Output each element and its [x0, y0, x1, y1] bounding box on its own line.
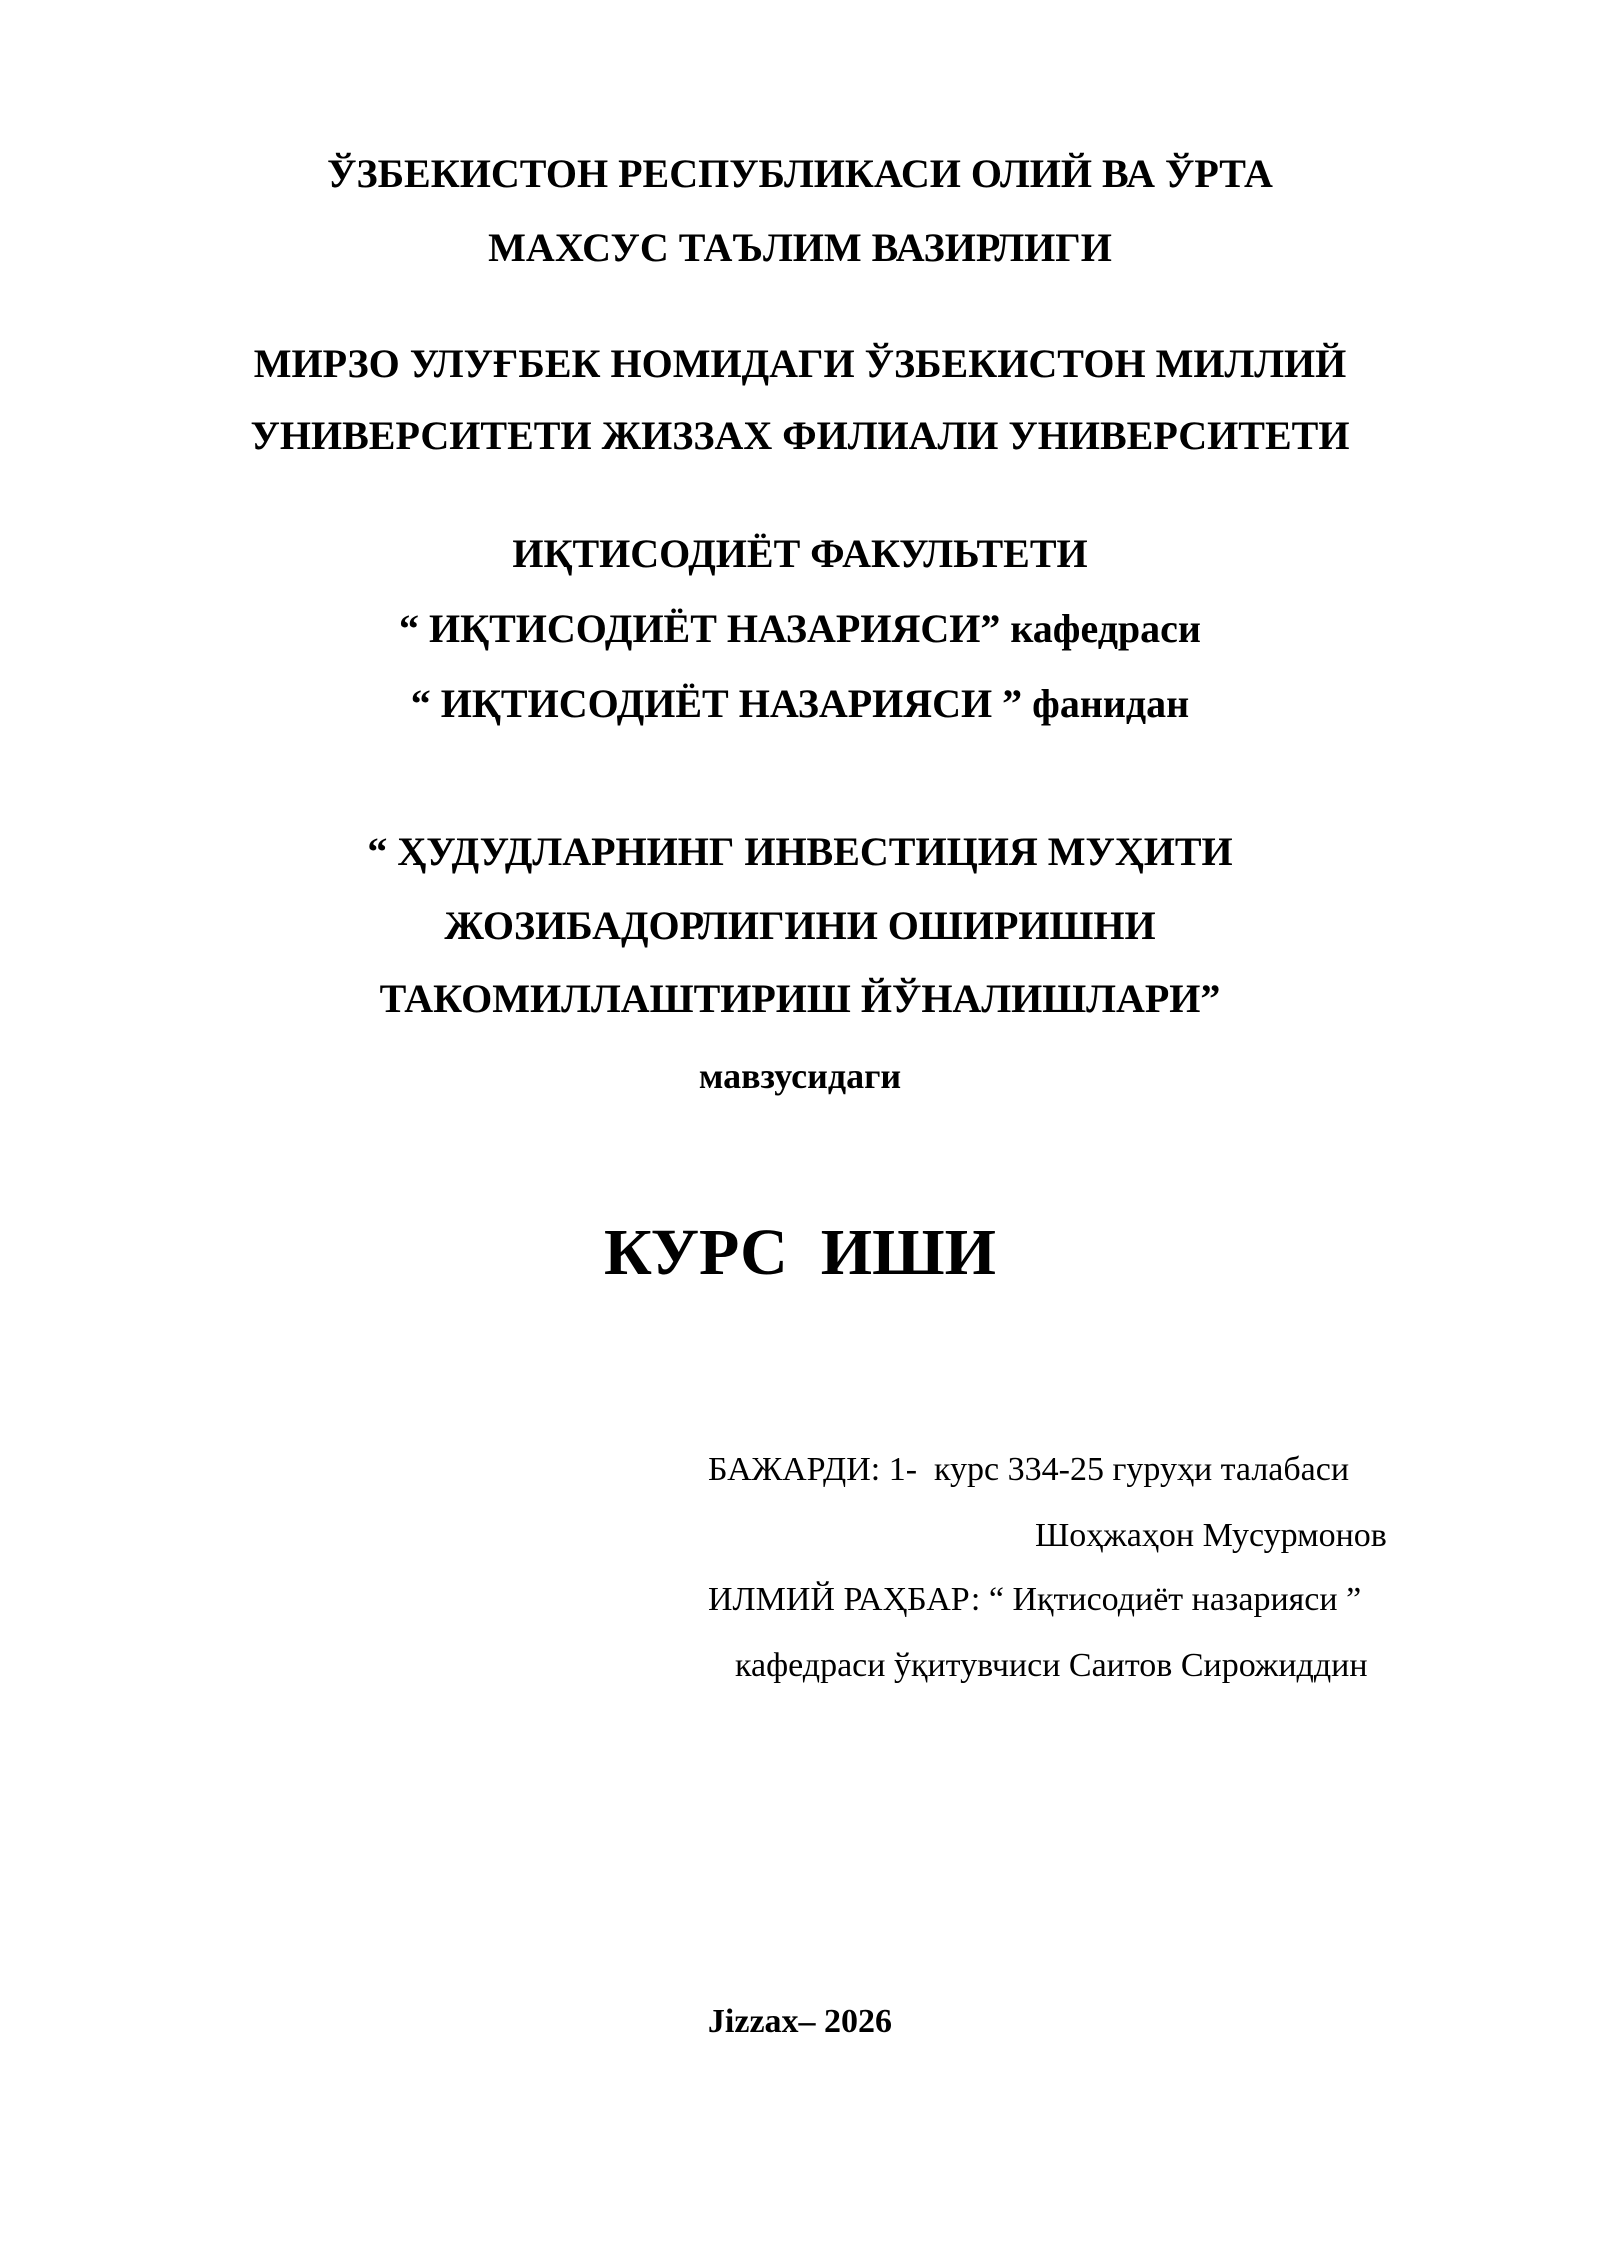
topic-line-2: ЖОЗИБАДОРЛИГИНИ ОШИРИШНИ: [444, 903, 1156, 948]
faculty-name: ИҚТИСОДИЁТ ФАКУЛЬТЕТИ: [512, 531, 1088, 576]
supervisor-name: кафедраси ўқитувчиси Саитов Сирожиддин: [735, 1647, 1368, 1684]
topic-line-3: ТАКОМИЛЛАШТИРИШ ЙЎНАЛИШЛАРИ”: [379, 976, 1221, 1021]
document-type-title: КУРС ИШИ: [604, 1216, 996, 1289]
subject-name: “ ИҚТИСОДИЁТ НАЗАРИЯСИ ” фанидан: [410, 681, 1190, 726]
topic-line-4: мавзусидаги: [698, 1056, 902, 1096]
student-name: Шоҳжаҳон Мусурмонов: [1035, 1517, 1387, 1554]
ministry-line-1: ЎЗБЕКИСТОН РЕСПУБЛИКАСИ ОЛИЙ ВА ЎРТА: [327, 151, 1273, 196]
department-name: “ ИҚТИСОДИЁТ НАЗАРИЯСИ” кафедраси: [399, 606, 1201, 651]
university-line-2: УНИВЕРСИТЕТИ ЖИЗЗАХ ФИЛИАЛИ УНИВЕРСИТЕТИ: [250, 413, 1350, 458]
topic-line-1: “ ҲУДУДЛАРНИНГ ИНВЕСТИЦИЯ МУҲИТИ: [367, 829, 1233, 874]
place-year: Jizzax– 2026: [707, 2003, 893, 2040]
ministry-line-2: МАХСУС ТАЪЛИМ ВАЗИРЛИГИ: [488, 225, 1112, 270]
performed-by: БАЖАРДИ: 1- курс 334-25 гуруҳи талабаси: [708, 1451, 1350, 1488]
supervisor-label: ИЛМИЙ РАҲБАР: “ Иқтисодиёт назарияси ”: [708, 1581, 1362, 1618]
university-line-1: МИРЗО УЛУҒБЕК НОМИДАГИ ЎЗБЕКИСТОН МИЛЛИЙ: [253, 341, 1347, 386]
